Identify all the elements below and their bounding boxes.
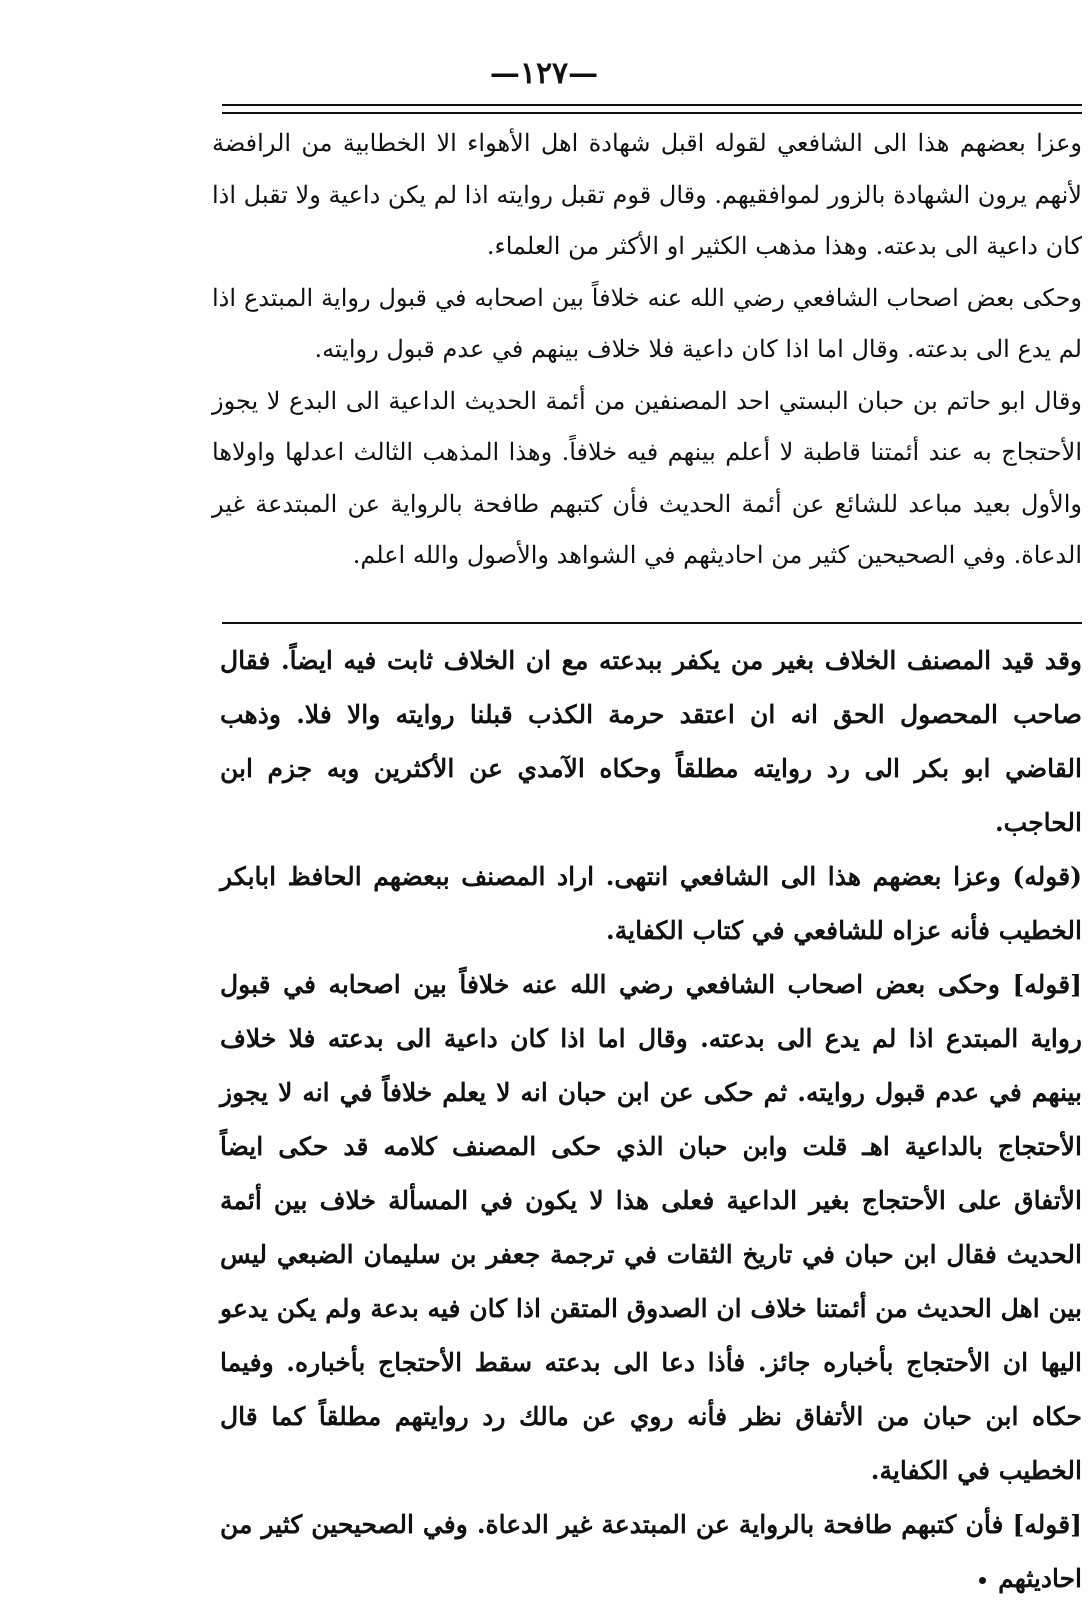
commentary-paragraph-2: (قوله) وعزا بعضهم هذا الى الشافعي انتهى. اراد المصنف ببعضهم الحافظ ابابكر الخطيب فأنه عزاه للشافعي في كتاب الكفاية. [220, 862, 1082, 945]
header-double-rule [222, 104, 1082, 114]
main-paragraph-1: وعزا بعضهم هذا الى الشافعي لقوله اقبل شهادة اهل الأهواء الا الخطابية من الرافضة لأنهم يرون الشهادة بالزور لموافقيهم. وقال قوم تقبل روايته اذا لم يكن داعية ولا تقبل اذا كان داعية الى بدعته. وهذا مذهب الكثير او الأكثر من العلماء. [212, 129, 1083, 260]
commentary-paragraph-1: وقد قيد المصنف الخلاف بغير من يكفر ببدعته مع ان الخلاف ثابت فيه ايضاً. فقال صاحب المحصول الحق انه ان اعتقد حرمة الكذب قبلنا روايته والا فلا. وذهب القاضي ابو بكر الى رد روايته مطلقاً وحكاه الآمدي عن الأكثرين وبه جزم ابن الحاجب. [220, 646, 1082, 837]
main-paragraph-2: وحكى بعض اصحاب الشافعي رضي الله عنه خلافاً بين اصحابه في قبول رواية المبتدع اذا لم يدع الى بدعته. وقال اما اذا كان داعية فلا خلاف بينهم في عدم قبول روايته. [212, 283, 1082, 363]
page-number: —١٢٧— [489, 56, 599, 91]
main-paragraph-3: وقال ابو حاتم بن حبان البستي احد المصنفين من أئمة الحديث الداعية الى البدع لا يجوز الأحتجاج به عند أئمتنا قاطبة لا أعلم بينهم فيه خلافاً. وهذا المذهب الثالث اعدلها واولاها والأول بعيد مباعد للشائع عن أئمة الحديث فأن كتبهم طافحة بالرواية عن المبتدعة غير الدعاة. وفي الصحيحين كثير من احاديثهم في الشواهد والأصول والله اعلم. [212, 386, 1082, 569]
bullet-dot-icon [979, 1577, 986, 1584]
commentary-paragraph-4-text: [قوله] فأن كتبهم طافحة بالرواية عن المبتدعة غير الدعاة. وفي الصحيحين كثير من احاديثهم [220, 1510, 1082, 1593]
main-text [212, 118, 1082, 582]
commentary-paragraph-4 [220, 1498, 1082, 1606]
commentary-divider [222, 622, 1082, 624]
commentary-paragraph-3: [قوله] وحكى بعض اصحاب الشافعي رضي الله عنه خلافاً بين اصحابه في قبول رواية المبتدع اذا لم يدع الى بدعته. وقال اما اذا كان داعية الى بدعته فلا خلاف بينهم في عدم قبول روايته. ثم حكى عن ابن حبان انه لا يعلم خلافاً في انه لا يجوز الأحتجاج بالداعية اهـ قلت وابن حبان الذي حكى المصنف كلامه قد حكى ايضاً الأتفاق على الأحتجاج بغير الداعية فعلى هذا لا يكون في المسألة خلاف بين أئمة الحديث فقال ابن حبان في تاريخ الثقات في ترجمة جعفر بن سليمان الضبعي ليس بين اهل الحديث من أئمتنا خلاف ان الصدوق المتقن اذا كان فيه بدعة ولم يكن يدعو اليها ان الأحتجاج بأخباره جائز. فأذا دعا الى بدعته سقط الأحتجاج بأخباره. وفيما حكاه ابن حبان من الأتفاق نظر فأنه روي عن مالك رد روايتهم مطلقاً كما قال الخطيب في الكفاية. [220, 970, 1082, 1485]
commentary-text [220, 634, 1082, 1606]
